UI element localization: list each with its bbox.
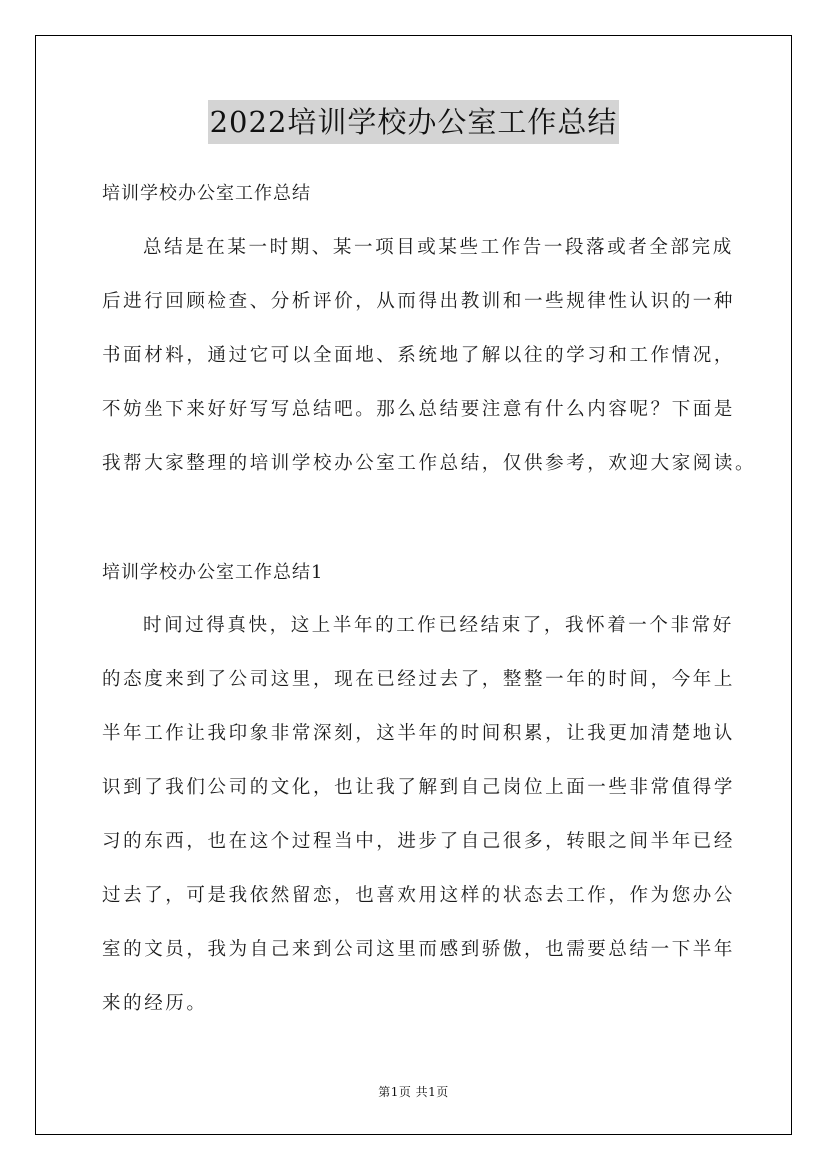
paragraph-line: 识到了我们公司的文化，也让我了解到自己岗位上面一些非常值得学 [102,777,736,798]
paragraph-line: 半年工作让我印象非常深刻，这半年的时间积累，让我更加清楚地认 [102,723,736,744]
section-paragraph [102,599,742,1031]
paragraph-line: 后进行回顾检查、分析评价，从而得出教训和一些规律性认识的一种 [102,291,736,312]
paragraph-line: 的态度来到了公司这里，现在已经过去了，整整一年的时间，今年上 [102,669,736,690]
document-title: 2022培训学校办公室工作总结 [208,100,620,144]
paragraph-line: 总结是在某一时期、某一项目或某些工作告一段落或者全部完成 [143,237,734,258]
paragraph-line: 时间过得真快，这上半年的工作已经结束了，我怀着一个非常好 [143,615,734,636]
paragraph-line: 我帮大家整理的培训学校办公室工作总结，仅供参考，欢迎大家阅读。 [102,453,757,474]
paragraph-line: 不妨坐下来好好写写总结吧。那么总结要注意有什么内容呢？下面是 [102,399,736,420]
section-heading: 培训学校办公室工作总结1 [102,562,324,583]
page-footer: 第1页 共1页 [378,1085,449,1099]
paragraph-line: 习的东西，也在这个过程当中，进步了自己很多，转眼之间半年已经 [102,831,736,852]
title-container [0,100,827,144]
paragraph-line: 来的经历。 [102,993,208,1014]
paragraph-line: 室的文员，我为自己来到公司这里而感到骄傲，也需要总结一下半年 [102,939,736,960]
paragraph-line: 书面材料，通过它可以全面地、系统地了解以往的学习和工作情况， [102,345,736,366]
intro-heading: 培训学校办公室工作总结 [102,183,311,204]
intro-paragraph [102,221,757,491]
paragraph-line: 过去了，可是我依然留恋，也喜欢用这样的状态去工作，作为您办公 [102,885,736,906]
